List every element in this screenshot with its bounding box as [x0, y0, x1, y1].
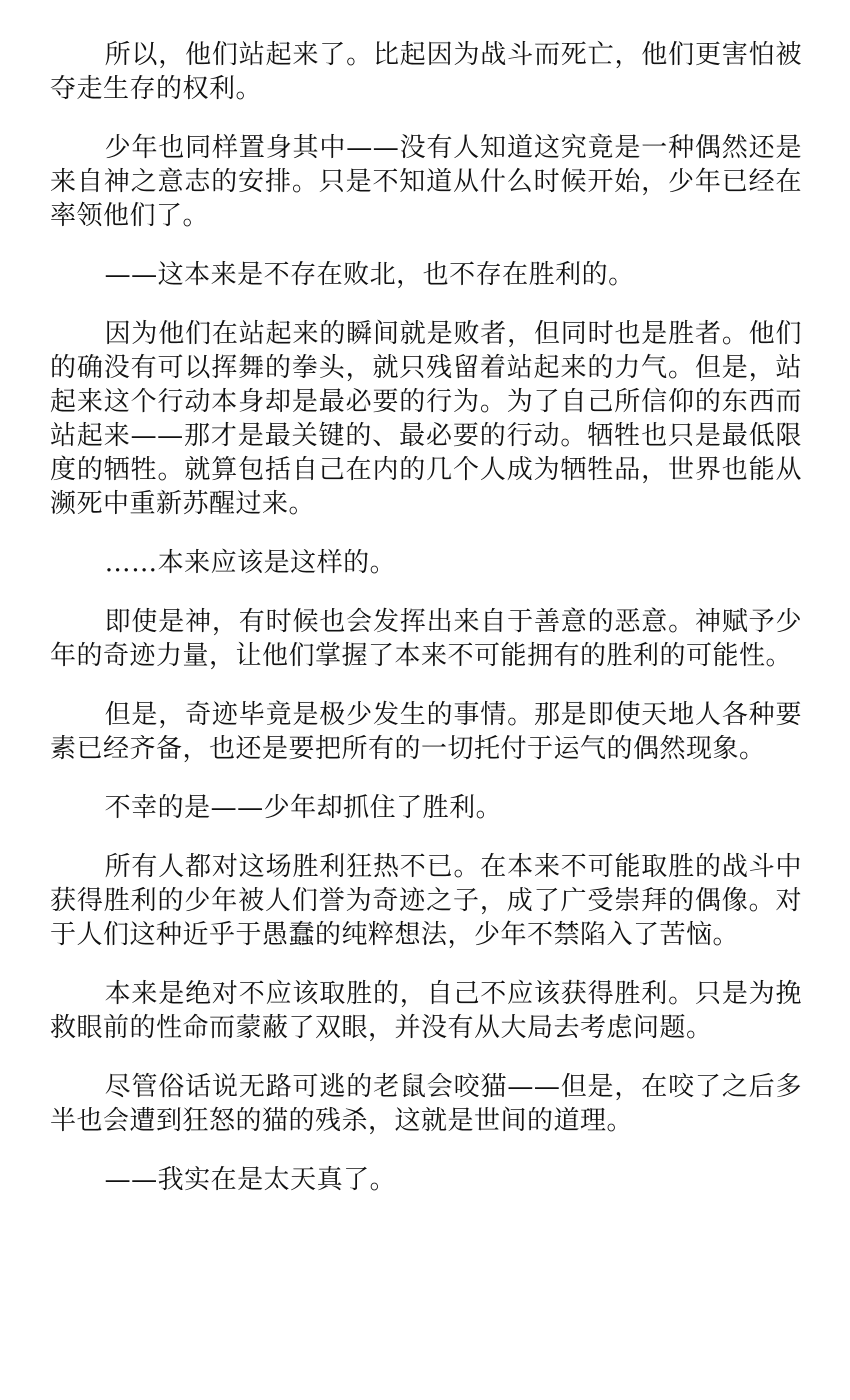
- paragraph-12: ——我实在是太天真了。: [104, 1165, 397, 1195]
- paragraph-3: ——这本来是不存在败北，也不存在胜利的。: [104, 260, 635, 290]
- paragraph-11: 尽管俗话说无路可逃的老鼠会咬猫——但是，在咬了之后多半也会遭到狂怒的猫的残杀，这就是世间的道理。: [50, 1072, 802, 1136]
- paragraph-5: ……本来应该是这样的。: [104, 548, 397, 578]
- paragraph-8: 不幸的是——少年却抓住了胜利。: [104, 793, 503, 823]
- paragraph-10: 本来是绝对不应该取胜的，自己不应该获得胜利。只是为挽救眼前的性命而蒙蔽了双眼，并没有从大局去考虑问题。: [50, 979, 802, 1043]
- paragraph-4: 因为他们在站起来的瞬间就是败者，但同时也是胜者。他们的确没有可以挥舞的拳头，就只残留着站起来的力气。但是，站起来这个行动本身却是最必要的行为。为了自己所信仰的东西而站起来——那才是最关键的、最必要的行动。牺牲也只是最低限度的牺牲。就算包括自己在内的几个人成为牺牲品，世界也能从濒死中重新苏醒过来。: [50, 319, 802, 519]
- paragraph-2: 少年也同样置身其中——没有人知道这究竟是一种偶然还是来自神之意志的安排。只是不知道从什么时候开始，少年已经在率领他们了。: [50, 133, 802, 231]
- paragraph-9: 所有人都对这场胜利狂热不已。在本来不可能取胜的战斗中获得胜利的少年被人们誉为奇迹之子，成了广受崇拜的偶像。对于人们这种近乎于愚蠢的纯粹想法，少年不禁陷入了苦恼。: [50, 852, 802, 950]
- paragraph-7: 但是，奇迹毕竟是极少发生的事情。那是即使天地人各种要素已经齐备，也还是要把所有的一切托付于运气的偶然现象。: [50, 700, 802, 764]
- paragraph-1: 所以，他们站起来了。比起因为战斗而死亡，他们更害怕被夺走生存的权利。: [50, 40, 802, 104]
- paragraph-6: 即使是神，有时候也会发挥出来自于善意的恶意。神赋予少年的奇迹力量，让他们掌握了本来不可能拥有的胜利的可能性。: [50, 607, 802, 671]
